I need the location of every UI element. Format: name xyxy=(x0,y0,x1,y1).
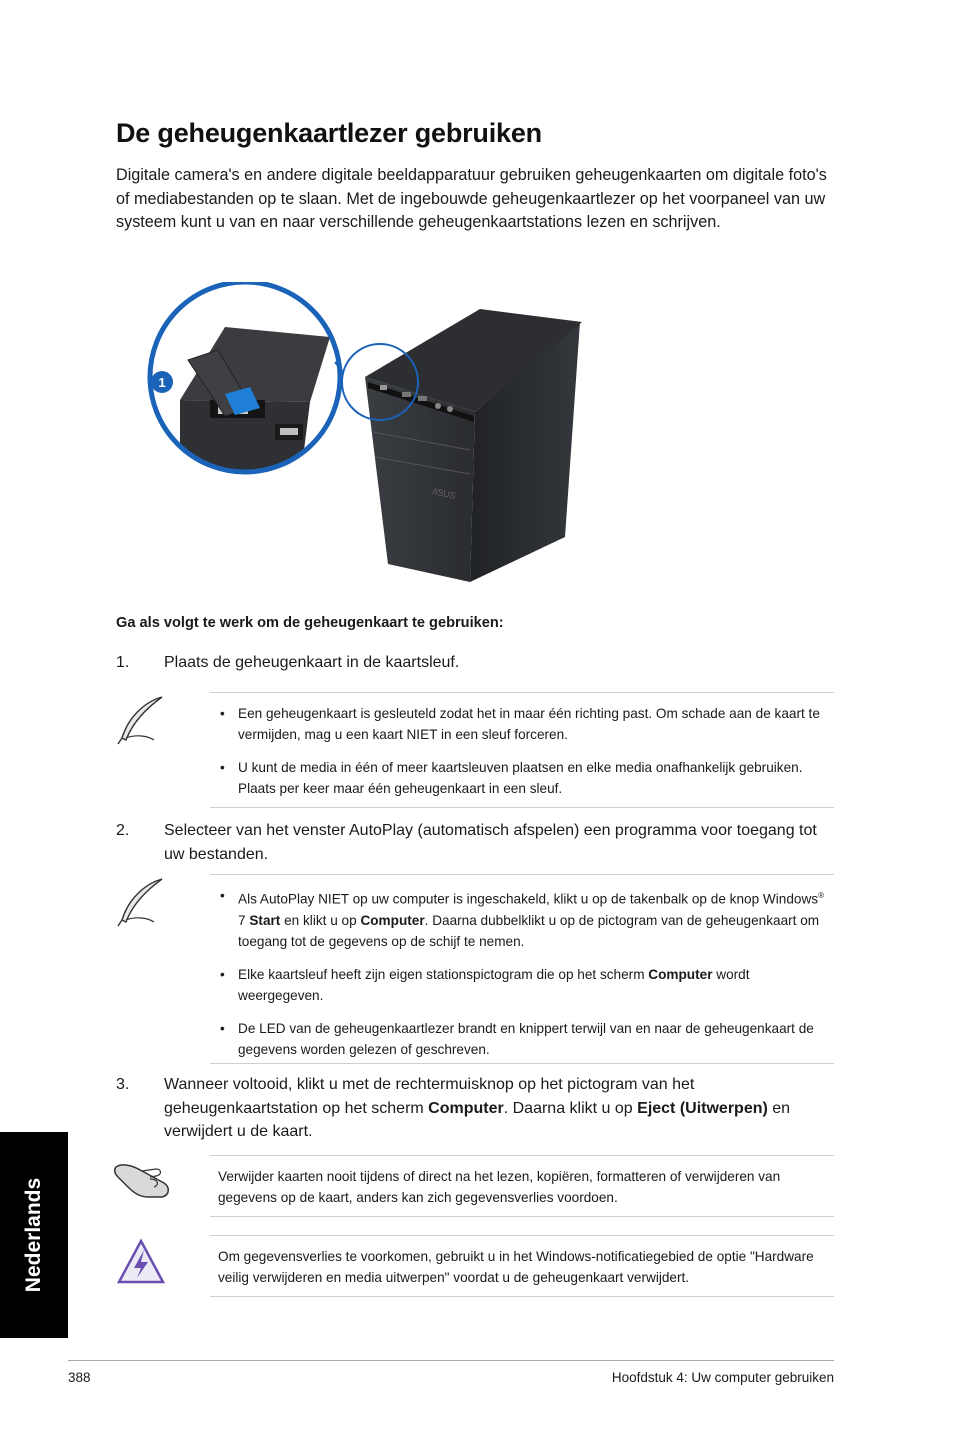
audio-jack xyxy=(435,403,441,409)
note-bullet: • Een geheugenkaart is gesleuteld zodat het in maar één richting past. Om schade aan de kaart te vermijden, mag u een kaart NIET in een sleuf forceren. xyxy=(220,706,820,742)
usb-port xyxy=(402,392,411,397)
hand-caution-icon xyxy=(112,1157,176,1203)
instructions-heading: Ga als volgt te werk om de geheugenkaart te gebruiken: xyxy=(116,615,504,631)
warning-box xyxy=(210,1235,834,1297)
card-slot xyxy=(380,385,387,390)
step-number: 1. xyxy=(116,654,130,671)
page-number: 388 xyxy=(68,1370,91,1385)
audio-jack xyxy=(447,406,453,412)
warning-text: Om gegevensverlies te voorkomen, gebruikt u in het Windows-notificatiegebied de optie "Hardware veilig verwijderen en media uitwerpen" voordat u de geheugenkaart verwijdert. xyxy=(218,1249,814,1285)
page-title: De geheugenkaartlezer gebruiken xyxy=(116,118,542,148)
note-bullet: • Als AutoPlay NIET op uw computer is ingeschakeld, klikt u op de takenbalk op de knop Windows® 7 Start en klikt u op Computer. Daarna dubbelklikt u op de pictogram van de geheugenkaart om toegang tot de gegevens op de schijf te nemen. xyxy=(220,888,824,949)
note-bullet: • De LED van de geheugenkaartlezer brandt en knippert terwijl van en naar de geheugenkaart de gegevens worden gelezen of geschreven. xyxy=(220,1020,814,1057)
note-box-1 xyxy=(210,692,834,808)
tower-front xyxy=(365,377,475,582)
case-logo: /ISUS xyxy=(431,486,457,501)
step-text: Wanneer voltooid, klikt u met de rechtermuisknop op het pictogram van het geheugenkaartstation op het scherm Computer. Daarna klikt u op Eject (Uitwerpen) en verwijdert u de kaart. xyxy=(164,1076,791,1140)
feather-note-icon xyxy=(114,694,170,746)
caution-text: Verwijder kaarten nooit tijdens of direct na het lezen, kopiëren, formatteren of verwijderen van gegevens op de kaart, anders kan zich gegevensverlies voordoen. xyxy=(218,1169,781,1205)
feather-note-icon xyxy=(114,876,170,928)
language-side-tab xyxy=(0,1132,68,1338)
language-label: Nederlands xyxy=(22,1177,45,1293)
step-text: Plaats de geheugenkaart in de kaartsleuf. xyxy=(164,654,460,671)
step-number: 3. xyxy=(116,1076,130,1093)
caution-box xyxy=(210,1155,834,1217)
note-bullet: • U kunt de media in één of meer kaartsleuven plaatsen en elke media onafhankelijk gebruiken. Plaats per keer maar één geheugenkaart in een sleuf. xyxy=(220,760,803,796)
footer-divider xyxy=(68,1360,834,1361)
step-text: Selecteer van het venster AutoPlay (automatisch afspelen) een programma voor toegang tot uw bestanden. xyxy=(164,822,817,863)
callout-number: 1 xyxy=(158,375,166,390)
usb-port xyxy=(418,396,427,401)
note-box-2 xyxy=(210,874,834,1064)
chapter-title: Hoofdstuk 4: Uw computer gebruiken xyxy=(611,1370,834,1385)
pc-tower-illustration xyxy=(140,282,590,582)
note-bullet: • Elke kaartsleuf heeft zijn eigen stationspictogram die op het scherm Computer wordt weergegeven. xyxy=(220,966,750,1003)
step-number: 2. xyxy=(116,822,130,839)
warning-triangle-icon xyxy=(116,1238,166,1286)
intro-paragraph: Digitale camera's en andere digitale beeldapparatuur gebruiken geheugenkaarten om digitale foto's of mediabestanden op te slaan. Met de ingebouwde geheugenkaartlezer op het voorpaneel van uw systeem kunt u van en naar verschillende geheugenkaartstations lezen en schrijven. xyxy=(116,166,827,231)
